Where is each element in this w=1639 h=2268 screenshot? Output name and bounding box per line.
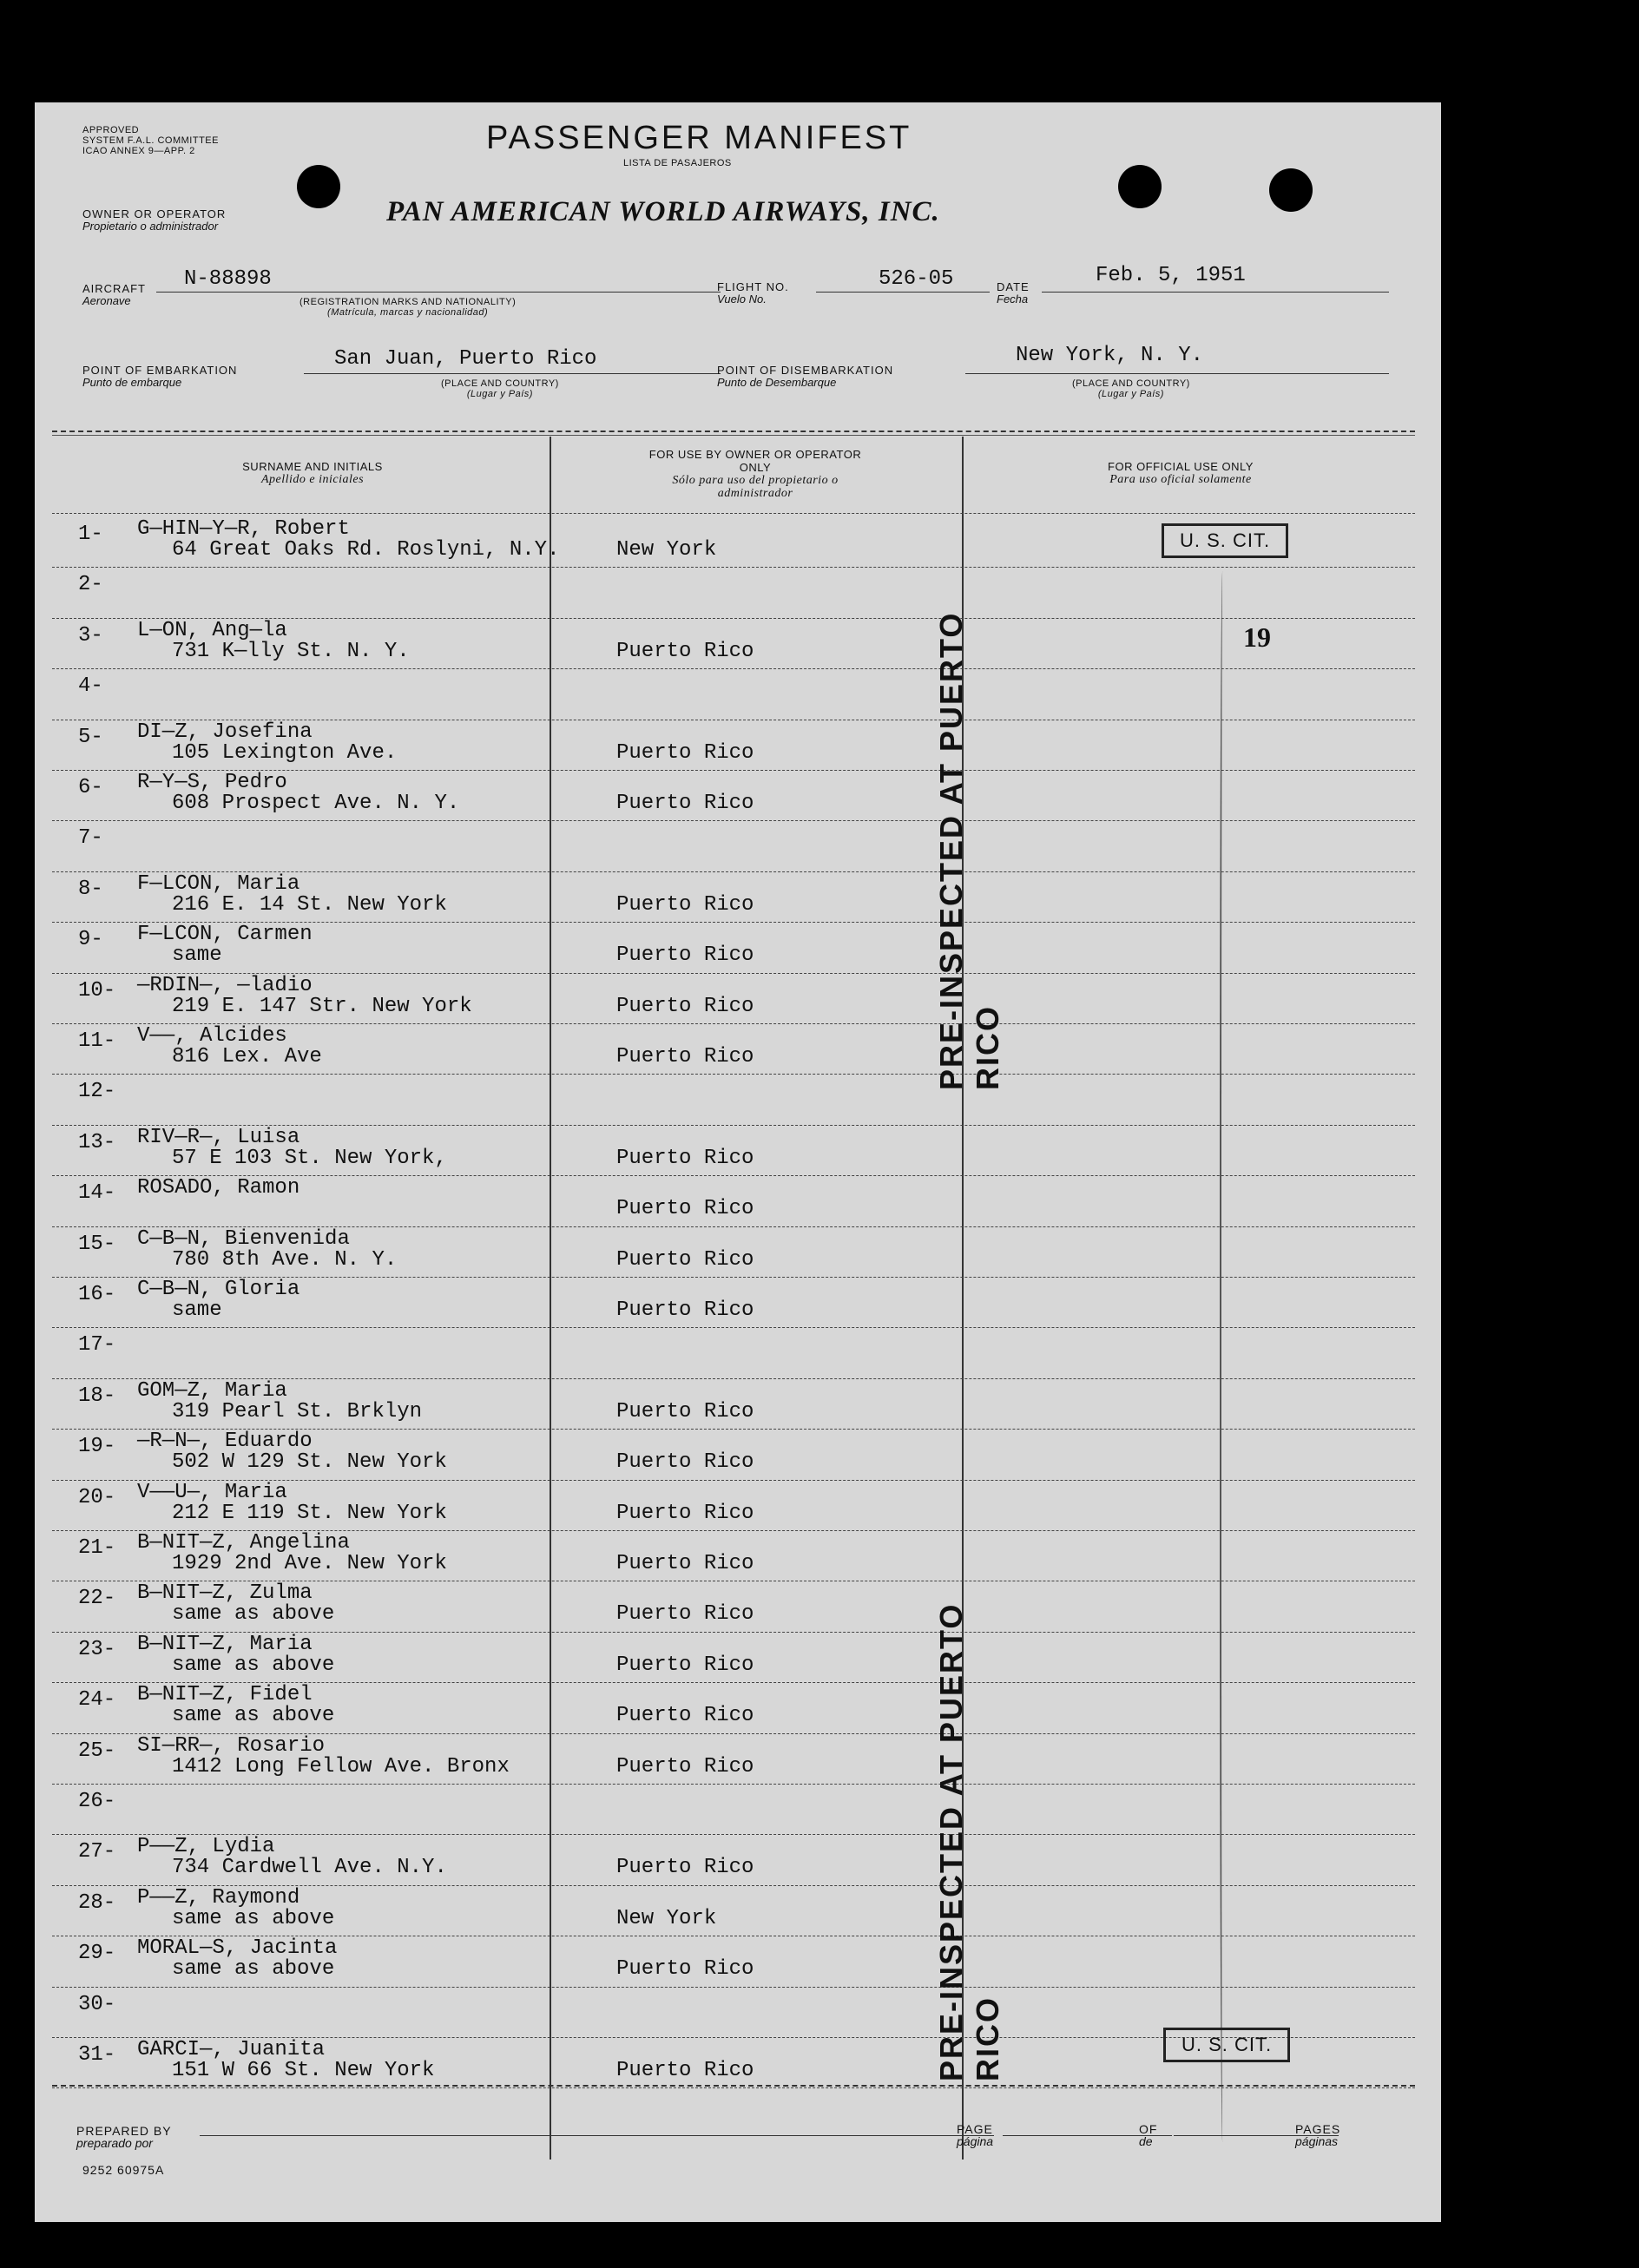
- row-number: 20-: [78, 1485, 116, 1509]
- passenger-name: RIV—R—, Luisa: [137, 1125, 300, 1149]
- row-number: 29-: [78, 1942, 116, 1966]
- passenger-address: 731 K—lly St. N. Y.: [172, 639, 410, 663]
- us-cit-stamp: U. S. CIT.: [1162, 523, 1288, 558]
- disembark-label-es: Punto de Desembarque: [717, 376, 837, 389]
- passenger-destination: Puerto Rico: [616, 1501, 754, 1525]
- passenger-address: 780 8th Ave. N. Y.: [172, 1247, 398, 1272]
- row-number: 19-: [78, 1435, 116, 1459]
- us-cit-stamp: U. S. CIT.: [1163, 2028, 1290, 2062]
- approval-line: ICAO ANNEX 9—APP. 2: [82, 146, 195, 156]
- passenger-destination: Puerto Rico: [616, 892, 754, 917]
- col-header-surname: SURNAME AND INITIALS Apellido e iniciales: [242, 460, 383, 486]
- row-number: 13-: [78, 1130, 116, 1154]
- passenger-name: F—LCON, Maria: [137, 871, 300, 896]
- passenger-destination: New York: [616, 538, 717, 562]
- table-row: [52, 1734, 1415, 1785]
- passenger-destination: Puerto Rico: [616, 1653, 754, 1677]
- row-number: 22-: [78, 1587, 116, 1611]
- aircraft-label-block: [82, 283, 146, 307]
- row-number: 7-: [78, 826, 103, 851]
- row-number: 2-: [78, 573, 103, 597]
- pages-label-es: páginas: [1295, 2134, 1339, 2148]
- row-number: 21-: [78, 1536, 116, 1560]
- passenger-name: V——, Alcides: [137, 1024, 287, 1048]
- registration-note: (REGISTRATION MARKS AND NATIONALITY) (Matrícula, marcas y nacionalidad): [299, 297, 517, 318]
- row-number: 26-: [78, 1790, 116, 1813]
- passenger-destination: Puerto Rico: [616, 943, 754, 968]
- passenger-destination: New York: [616, 1906, 717, 1930]
- embark-label-es: Punto de embarque: [82, 376, 182, 389]
- embark-value: San Juan, Puerto Rico: [334, 347, 597, 371]
- embark-label: POINT OF EMBARKATION: [82, 364, 238, 377]
- passenger-name: GARCI—, Juanita: [137, 2038, 326, 2061]
- passenger-address: same: [172, 1298, 222, 1322]
- page-title: PASSENGER MANIFEST: [486, 120, 912, 156]
- row-number: 4-: [78, 674, 103, 699]
- row-number: 23-: [78, 1637, 116, 1661]
- aircraft-label: AIRCRAFT: [82, 282, 146, 295]
- table-row: [52, 1481, 1415, 1531]
- passenger-address: 319 Pearl St. Brklyn: [172, 1399, 423, 1423]
- date-value: Feb. 5, 1951: [1096, 264, 1246, 287]
- disembark-label: POINT OF DISEMBARKATION: [717, 364, 894, 377]
- date-label-es: Fecha: [997, 293, 1029, 306]
- date-label: DATE: [997, 280, 1030, 293]
- table-row: [52, 974, 1415, 1024]
- date-label-block: [997, 281, 1030, 306]
- table-row: [52, 1227, 1415, 1278]
- table-row: [52, 1886, 1415, 1936]
- passenger-destination: Puerto Rico: [616, 1146, 754, 1170]
- passenger-name: B—NIT—Z, Maria: [137, 1632, 313, 1656]
- punch-hole: [1118, 165, 1162, 208]
- row-number: 1-: [78, 523, 103, 546]
- passenger-address: 734 Cardwell Ave. N.Y.: [172, 1856, 447, 1880]
- table-row: [52, 1785, 1415, 1835]
- passenger-destination: Puerto Rico: [616, 1552, 754, 1575]
- passenger-name: B—NIT—Z, Fidel: [137, 1683, 313, 1707]
- passenger-address: same as above: [172, 1704, 335, 1728]
- passenger-destination: Puerto Rico: [616, 1247, 754, 1272]
- passenger-destination: Puerto Rico: [616, 639, 754, 663]
- table-row: [52, 1683, 1415, 1733]
- passenger-address: 502 W 129 St. New York: [172, 1450, 447, 1475]
- table-row: [52, 1835, 1415, 1885]
- passenger-address: 151 W 66 St. New York: [172, 2059, 435, 2082]
- row-number: 30-: [78, 1992, 116, 2016]
- pre-inspected-stamp: PRE-INSPECTED AT PUERTO RICO: [933, 611, 1005, 1090]
- passenger-destination: Puerto Rico: [616, 994, 754, 1018]
- approval-line: APPROVED: [82, 125, 140, 135]
- prepared-by-label-es: preparado por: [76, 2136, 153, 2150]
- passenger-destination: Puerto Rico: [616, 1197, 754, 1221]
- aircraft-value: N-88898: [184, 267, 272, 291]
- owner-label: OWNER OR OPERATOR: [82, 207, 227, 220]
- disembark-place-note: (PLACE AND COUNTRY) (Lugar y País): [1072, 378, 1190, 399]
- page-label-block: [957, 2123, 993, 2147]
- page-label: PAGE: [957, 2122, 993, 2136]
- passenger-name: MORAL—S, Jacinta: [137, 1936, 338, 1961]
- company-name: PAN AMERICAN WORLD AIRWAYS, INC.: [386, 196, 940, 227]
- row-number: 14-: [78, 1181, 116, 1206]
- table-row: [52, 1024, 1415, 1075]
- punch-hole: [1269, 168, 1313, 212]
- table-row: [52, 1531, 1415, 1581]
- passenger-name: DI—Z, Josefina: [137, 720, 313, 744]
- approval-line: SYSTEM F.A.L. COMMITTEE: [82, 135, 219, 146]
- table-row: [52, 1379, 1415, 1430]
- passenger-destination: Puerto Rico: [616, 2059, 754, 2082]
- passenger-address: 816 Lex. Ave: [172, 1045, 322, 1068]
- passenger-destination: Puerto Rico: [616, 1298, 754, 1322]
- of-label-es: de: [1139, 2134, 1153, 2148]
- passenger-name: G—HIN—Y—R, Robert: [137, 517, 350, 541]
- disembark-value: New York, N. Y.: [1016, 344, 1204, 367]
- table-row: [52, 1430, 1415, 1480]
- prepared-by-label: PREPARED BY: [76, 2124, 172, 2138]
- passenger-address: 216 E. 14 St. New York: [172, 892, 447, 917]
- col-header-official: FOR OFFICIAL USE ONLY Para uso oficial solamente: [1108, 460, 1254, 486]
- table-row: [52, 1581, 1415, 1632]
- row-number: 8-: [78, 877, 103, 901]
- passenger-name: —R—N—, Eduardo: [137, 1430, 313, 1454]
- passenger-name: C—B—N, Bienvenida: [137, 1226, 350, 1251]
- row-number: 24-: [78, 1688, 116, 1713]
- table-row: [52, 669, 1415, 720]
- table-row: [52, 771, 1415, 821]
- of-label: OF: [1139, 2122, 1158, 2136]
- table-row: [52, 923, 1415, 973]
- row-number: 17-: [78, 1333, 116, 1358]
- table-row: [52, 720, 1415, 771]
- row-number: 12-: [78, 1080, 116, 1104]
- col-header-owner-use: FOR USE BY OWNER OR OPERATOR ONLY Sólo para uso del propietario o administrador: [648, 448, 862, 500]
- passenger-destination: Puerto Rico: [616, 740, 754, 765]
- passenger-address: same as above: [172, 1602, 335, 1627]
- pencil-line: [1220, 571, 1227, 2142]
- punch-hole: [297, 165, 340, 208]
- passenger-address: 1412 Long Fellow Ave. Bronx: [172, 1754, 510, 1778]
- page-title-es: LISTA DE PASAJEROS: [623, 158, 732, 168]
- form-number: 9252 60975A: [82, 2163, 165, 2177]
- flight-label-block: [717, 281, 789, 306]
- row-number: 10-: [78, 978, 116, 1003]
- table-row: [52, 1176, 1415, 1226]
- table-row: [52, 619, 1415, 669]
- owner-label-es: Propietario o administrador: [82, 220, 219, 233]
- passenger-name: R—Y—S, Pedro: [137, 771, 287, 794]
- approval-block: [82, 125, 219, 156]
- pages-label: PAGES: [1295, 2122, 1341, 2136]
- of-label-block: [1139, 2123, 1157, 2147]
- passenger-name: SI—RR—, Rosario: [137, 1733, 326, 1758]
- table-row: [52, 872, 1415, 923]
- table-row: [52, 1328, 1415, 1378]
- row-divider: [52, 2087, 1415, 2088]
- passenger-name: C—B—N, Gloria: [137, 1278, 300, 1301]
- passenger-name: P——Z, Raymond: [137, 1885, 300, 1910]
- passenger-address: 105 Lexington Ave.: [172, 740, 398, 765]
- passenger-name: F—LCON, Carmen: [137, 923, 313, 947]
- passenger-address: 219 E. 147 Str. New York: [172, 994, 472, 1018]
- row-number: 28-: [78, 1890, 116, 1915]
- table-row: [52, 1075, 1415, 1125]
- passenger-address: 212 E 119 St. New York: [172, 1501, 447, 1525]
- passenger-address: 64 Great Oaks Rd. Roslyni, N.Y.: [172, 538, 560, 562]
- passenger-destination: Puerto Rico: [616, 792, 754, 815]
- passenger-name: L—ON, Ang—la: [137, 618, 287, 642]
- disembark-label-block: [717, 365, 893, 389]
- passenger-destination: Puerto Rico: [616, 1450, 754, 1475]
- passenger-destination: Puerto Rico: [616, 1704, 754, 1728]
- passenger-destination: Puerto Rico: [616, 1602, 754, 1627]
- aircraft-label-es: Aeronave: [82, 294, 131, 307]
- row-number: 11-: [78, 1029, 116, 1053]
- count-mark: 19: [1243, 621, 1271, 653]
- passenger-address: same as above: [172, 1906, 335, 1930]
- embark-label-block: [82, 365, 237, 389]
- table-row: [52, 568, 1415, 618]
- owner-label-block: [82, 208, 226, 233]
- table-row: [52, 1278, 1415, 1328]
- passenger-address: same: [172, 943, 222, 968]
- passenger-address: same as above: [172, 1653, 335, 1677]
- passenger-destination: Puerto Rico: [616, 1045, 754, 1068]
- passenger-name: B—NIT—Z, Angelina: [137, 1531, 350, 1555]
- passenger-destination: Puerto Rico: [616, 1754, 754, 1778]
- row-number: 27-: [78, 1840, 116, 1864]
- row-number: 6-: [78, 776, 103, 799]
- embark-place-note: (PLACE AND COUNTRY) (Lugar y País): [441, 378, 559, 399]
- row-number: 25-: [78, 1739, 116, 1763]
- flight-value: 526-05: [879, 267, 954, 291]
- table-row: [52, 1633, 1415, 1683]
- passenger-name: V——U—, Maria: [137, 1480, 287, 1504]
- flight-label-es: Vuelo No.: [717, 293, 767, 306]
- passenger-destination: Puerto Rico: [616, 1856, 754, 1880]
- passenger-name: B—NIT—Z, Zulma: [137, 1581, 313, 1606]
- row-number: 9-: [78, 928, 103, 952]
- row-number: 31-: [78, 2043, 116, 2067]
- manifest-page: [35, 102, 1441, 2222]
- passenger-name: —RDIN—, —ladio: [137, 973, 313, 997]
- passenger-address: same as above: [172, 1957, 335, 1982]
- pages-label-block: [1295, 2123, 1340, 2147]
- passenger-address: 1929 2nd Ave. New York: [172, 1552, 447, 1575]
- table-row: [52, 821, 1415, 871]
- passenger-name: ROSADO, Ramon: [137, 1176, 300, 1200]
- passenger-destination: Puerto Rico: [616, 1399, 754, 1423]
- prepared-by-block: [76, 2125, 172, 2149]
- row-number: 3-: [78, 623, 103, 648]
- pre-inspected-stamp: PRE-INSPECTED AT PUERTO RICO: [933, 1602, 1005, 2081]
- passenger-destination: Puerto Rico: [616, 1957, 754, 1982]
- row-number: 16-: [78, 1283, 116, 1306]
- row-number: 15-: [78, 1232, 116, 1256]
- row-number: 18-: [78, 1384, 116, 1408]
- passenger-name: P——Z, Lydia: [137, 1835, 275, 1859]
- passenger-name: GOM—Z, Maria: [137, 1378, 287, 1403]
- passenger-address: 608 Prospect Ave. N. Y.: [172, 792, 460, 815]
- table-row: [52, 1126, 1415, 1176]
- passenger-address: 57 E 103 St. New York,: [172, 1146, 447, 1170]
- row-number: 5-: [78, 725, 103, 749]
- flight-label: FLIGHT NO.: [717, 280, 789, 293]
- page-label-es: página: [957, 2134, 994, 2148]
- table-row: [52, 1936, 1415, 1987]
